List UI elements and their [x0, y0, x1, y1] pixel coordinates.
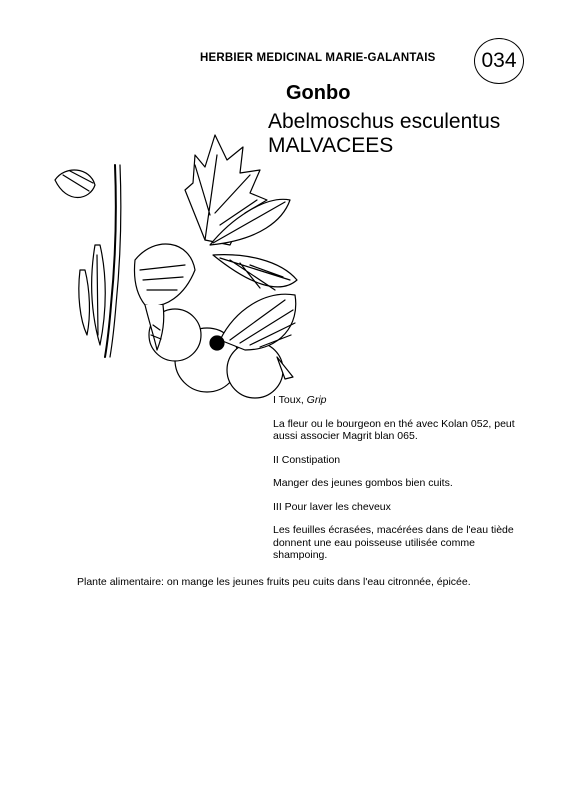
use-heading-3: III Pour laver les cheveux [273, 500, 391, 513]
use-text-1: La fleur ou le bourgeon en thé avec Kolan 052, peut aussi associer Magrit blan 065. [273, 417, 515, 442]
herbarium-title: HERBIER MEDICINAL MARIE-GALANTAIS [200, 52, 436, 64]
medicinal-uses [273, 394, 523, 573]
use-heading-2: II Constipation [273, 453, 341, 466]
food-plant-note: Plante alimentaire: on mange les jeunes fruits peu cuits dans l'eau citronnée, épicée. [77, 576, 471, 588]
use-text-3: Les feuilles écrasées, macérées dans de l'eau tiède donnent une eau poisseuse utilisée comme shampoing. [273, 524, 514, 561]
use-heading-text: I Toux, [273, 394, 307, 406]
use-text-2: Manger des jeunes gombos bien cuits. [273, 477, 453, 489]
use-heading-1 [273, 394, 523, 407]
scientific-name: Abelmoschus esculentus [268, 110, 501, 133]
plant-illustration [45, 95, 305, 410]
common-name: Gonbo [286, 82, 351, 104]
use-heading-italic: Grip [306, 394, 327, 406]
plant-family: MALVACEES [268, 134, 394, 157]
page-number-badge: 034 [474, 38, 524, 84]
